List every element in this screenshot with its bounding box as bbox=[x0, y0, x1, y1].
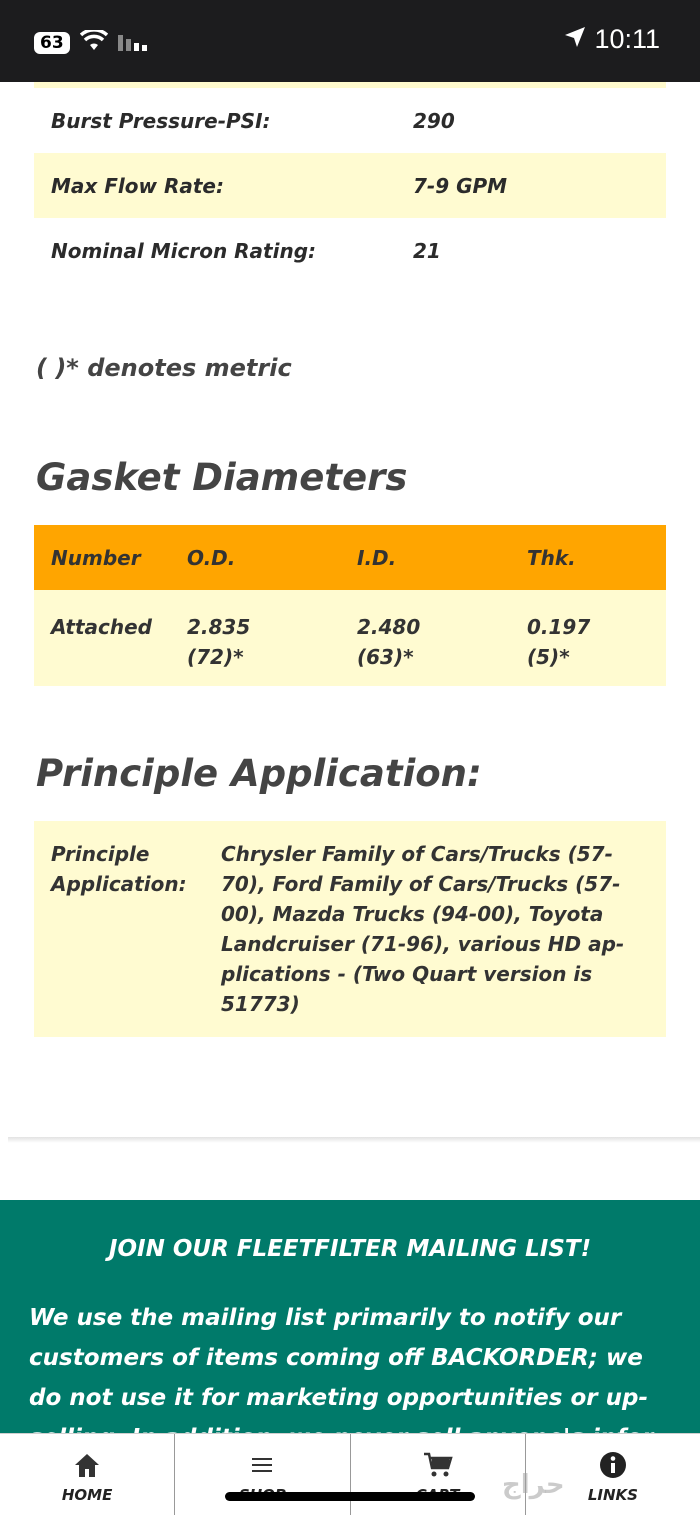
home-indicator[interactable] bbox=[225, 1492, 475, 1501]
application-label-line: Principle bbox=[51, 842, 150, 866]
menu-icon bbox=[175, 1450, 349, 1480]
spec-label: Nominal Micron Rating: bbox=[51, 238, 317, 263]
gasket-header: Number bbox=[51, 545, 141, 570]
spec-value: 7-9 GPM bbox=[413, 173, 508, 198]
battery-indicator: 63 bbox=[34, 32, 70, 54]
gasket-od bbox=[187, 612, 357, 672]
home-icon bbox=[0, 1450, 174, 1480]
gasket-header: I.D. bbox=[357, 545, 397, 570]
od-value: 2.835 bbox=[187, 615, 251, 639]
mailing-line: customers of items coming off BACKORDER; we bbox=[29, 1345, 643, 1371]
application-line: Landcruiser (71-96), various HD ap- bbox=[221, 932, 625, 956]
status-bar bbox=[0, 0, 700, 82]
wifi-icon bbox=[80, 30, 108, 56]
gasket-header: Thk. bbox=[527, 545, 576, 570]
cart-icon bbox=[351, 1450, 525, 1480]
tab-cart[interactable] bbox=[350, 1434, 525, 1515]
application-title: Principle Application: bbox=[36, 752, 482, 795]
spec-value: 21 bbox=[413, 238, 441, 263]
metric-note: ( )* denotes metric bbox=[36, 354, 292, 382]
application-box bbox=[34, 821, 666, 1037]
clock: 10:11 bbox=[594, 24, 660, 54]
id-value: 2.480 bbox=[357, 615, 421, 639]
cellular-signal-icon bbox=[118, 31, 150, 55]
spec-row-max-flow bbox=[34, 153, 666, 218]
gasket-title: Gasket Diameters bbox=[36, 456, 408, 499]
mailing-title[interactable]: JOIN OUR FLEETFILTER MAILING LIST! bbox=[108, 1236, 592, 1262]
gasket-header: O.D. bbox=[187, 545, 236, 570]
gasket-id bbox=[357, 612, 527, 672]
spec-label: Burst Pressure-PSI: bbox=[51, 108, 271, 133]
gasket-thk bbox=[527, 612, 666, 672]
thk-metric: (5)* bbox=[527, 645, 570, 669]
location-arrow-icon bbox=[564, 24, 586, 55]
gasket-data-row bbox=[34, 590, 666, 686]
spec-value: 290 bbox=[413, 108, 455, 133]
spec-table bbox=[34, 82, 666, 283]
mailing-list-section bbox=[0, 1200, 700, 1440]
application-label bbox=[51, 839, 201, 899]
tab-label: LINKS bbox=[587, 1486, 638, 1504]
tab-shop[interactable] bbox=[174, 1434, 349, 1515]
spec-row-burst-pressure bbox=[34, 88, 666, 153]
bottom-tab-bar bbox=[0, 1433, 700, 1515]
thk-value: 0.197 bbox=[527, 615, 591, 639]
gasket-header-row bbox=[34, 525, 666, 590]
od-metric: (72)* bbox=[187, 645, 244, 669]
id-metric: (63)* bbox=[357, 645, 414, 669]
mailing-text bbox=[29, 1298, 669, 1440]
application-line: plications - (Two Quart version is bbox=[221, 962, 593, 986]
application-line: 70), Ford Family of Cars/Trucks (57- bbox=[221, 872, 621, 896]
spec-label: Max Flow Rate: bbox=[51, 173, 224, 198]
section-divider bbox=[8, 1137, 700, 1143]
mailing-line: We use the mailing list primarily to notify our bbox=[29, 1305, 622, 1331]
application-line: 51773) bbox=[221, 992, 300, 1016]
tab-label: HOME bbox=[61, 1486, 113, 1504]
mailing-line: do not use it for marketing opportunities or up- bbox=[29, 1385, 649, 1411]
application-line: Chrysler Family of Cars/Trucks (57- bbox=[221, 842, 613, 866]
gasket-number: Attached bbox=[51, 615, 152, 639]
application-text bbox=[221, 839, 646, 1019]
application-label-line: Application: bbox=[51, 872, 187, 896]
tab-home[interactable] bbox=[0, 1434, 174, 1515]
gasket-table bbox=[34, 525, 666, 686]
spec-row-micron-rating bbox=[34, 218, 666, 283]
watermark: حراج bbox=[502, 1470, 565, 1500]
application-line: 00), Mazda Trucks (94-00), Toyota bbox=[221, 902, 604, 926]
